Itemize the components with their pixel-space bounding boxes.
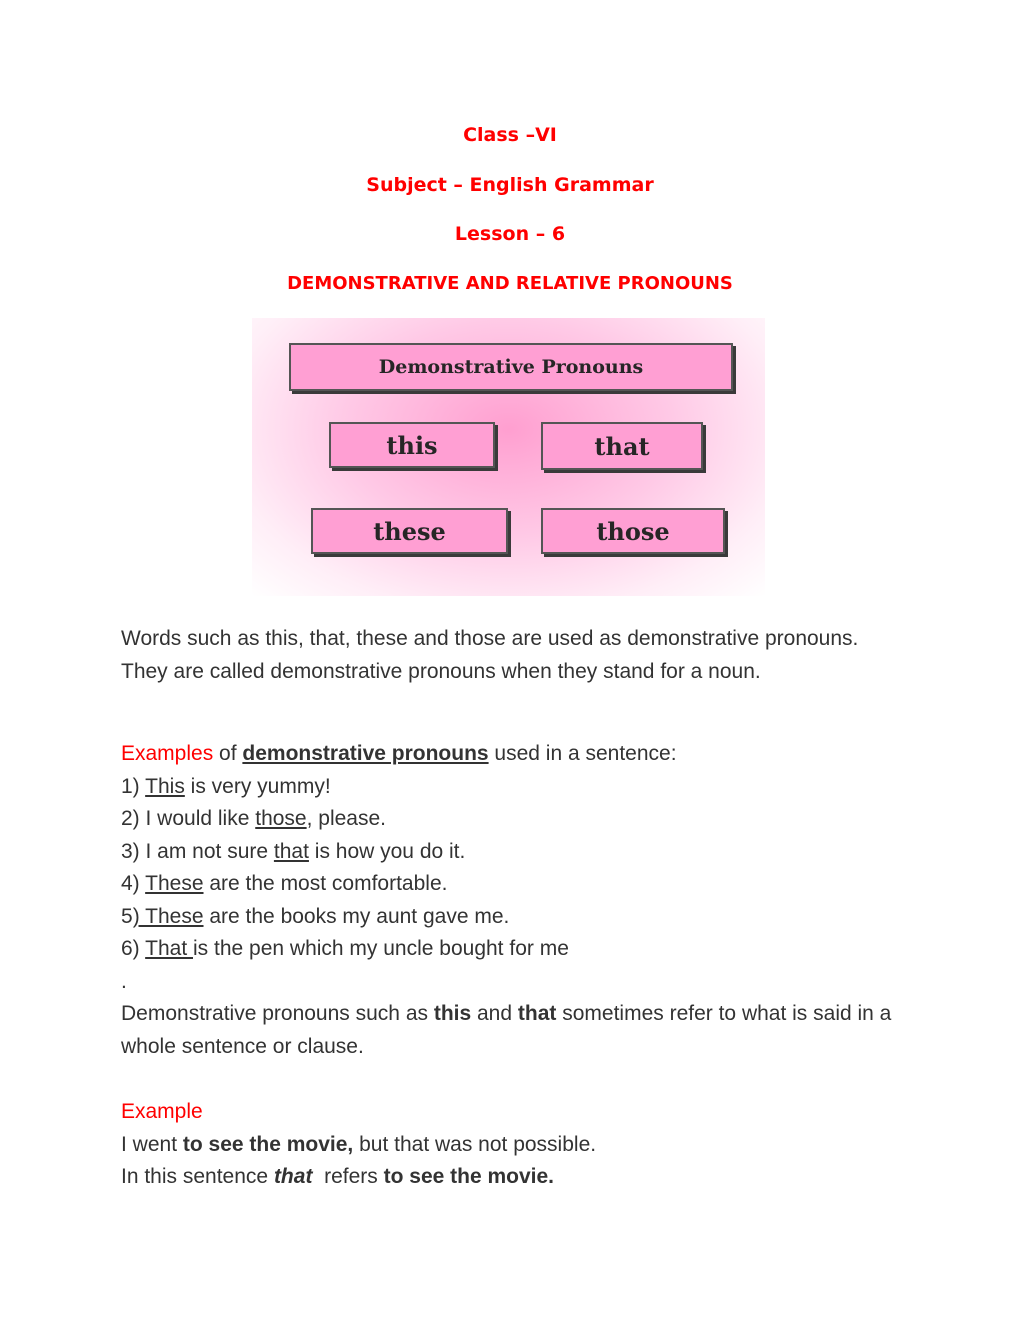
demonstrative-pronouns-figure	[252, 318, 765, 596]
examples-heading-line	[121, 738, 901, 771]
example-word: This	[145, 774, 185, 798]
example-explanation-mid: refers	[312, 1165, 384, 1188]
class-heading: Class –VI	[463, 124, 557, 146]
examples-section	[121, 738, 901, 998]
example-sentence-pre: I went	[121, 1132, 183, 1156]
word-box-this: this	[329, 422, 495, 468]
example-item	[121, 933, 901, 966]
lesson-title: DEMONSTRATIVE AND RELATIVE PRONOUNS	[287, 273, 733, 294]
note-word-this: this	[433, 1002, 472, 1025]
word-box-these: these	[311, 508, 508, 554]
note-pre: Demonstrative pronouns such as	[121, 1002, 434, 1025]
example-word: That	[145, 937, 193, 960]
examples-of: of	[213, 742, 243, 765]
example-word: ) These	[132, 904, 204, 928]
example-word: those	[255, 807, 307, 830]
example-explanation-pre: In this sentence	[121, 1165, 274, 1188]
example-word: These	[145, 872, 204, 895]
example-pre: 5	[121, 904, 133, 928]
lesson-heading: Lesson – 6	[454, 223, 566, 245]
examples-label: Examples	[121, 742, 214, 765]
examples-rest: used in a sentence:	[488, 742, 677, 765]
example-post: are the books my aunt gave me.	[203, 904, 510, 928]
example-post: is very yummy!	[184, 774, 331, 798]
example-pre: 4)	[121, 872, 146, 895]
example-label: Example	[121, 1100, 203, 1123]
example-pre: 6)	[121, 937, 146, 960]
example-sentence-post: but that was not possible.	[353, 1132, 597, 1156]
examples-term: demonstrative pronouns	[242, 742, 489, 765]
examples-dot: .	[121, 969, 127, 993]
subject-heading: Subject – English Grammar	[366, 174, 654, 196]
example-item	[121, 901, 901, 934]
example-explanation	[121, 1161, 901, 1194]
example-sentence	[121, 1129, 901, 1162]
example-section	[121, 1096, 901, 1194]
example-post: is how you do it.	[308, 839, 466, 863]
example-word: that	[273, 839, 309, 863]
example-post: is the pen which my uncle bought for me	[193, 937, 569, 960]
example-item	[121, 771, 901, 804]
example-explanation-that: that	[273, 1165, 313, 1188]
example-item	[121, 836, 901, 869]
figure-title-box: Demonstrative Pronouns	[289, 343, 733, 391]
example-item	[121, 803, 901, 836]
example-pre: 2) I would like	[121, 807, 256, 830]
example-pre: 3) I am not sure	[121, 839, 274, 863]
word-box-those: those	[541, 508, 725, 554]
example-explanation-bold: to see the movie.	[383, 1165, 555, 1188]
example-sentence-bold: to see the movie,	[182, 1132, 354, 1156]
note-post: sometimes refer to what is said in a whole sentence or clause.	[121, 1002, 892, 1058]
example-post: are the most comfortable.	[203, 872, 448, 895]
example-item	[121, 868, 901, 901]
example-pre: 1)	[121, 774, 146, 798]
intro-paragraph: Words such as this, that, these and those are used as demonstrative pronouns. They are called demonstrative pronouns when they stand for a noun.	[121, 627, 859, 683]
note-paragraph	[121, 998, 901, 1063]
note-word-that: that	[517, 1002, 557, 1025]
example-post: , please.	[306, 807, 386, 830]
word-box-that: that	[541, 422, 703, 470]
note-mid: and	[471, 1002, 518, 1025]
